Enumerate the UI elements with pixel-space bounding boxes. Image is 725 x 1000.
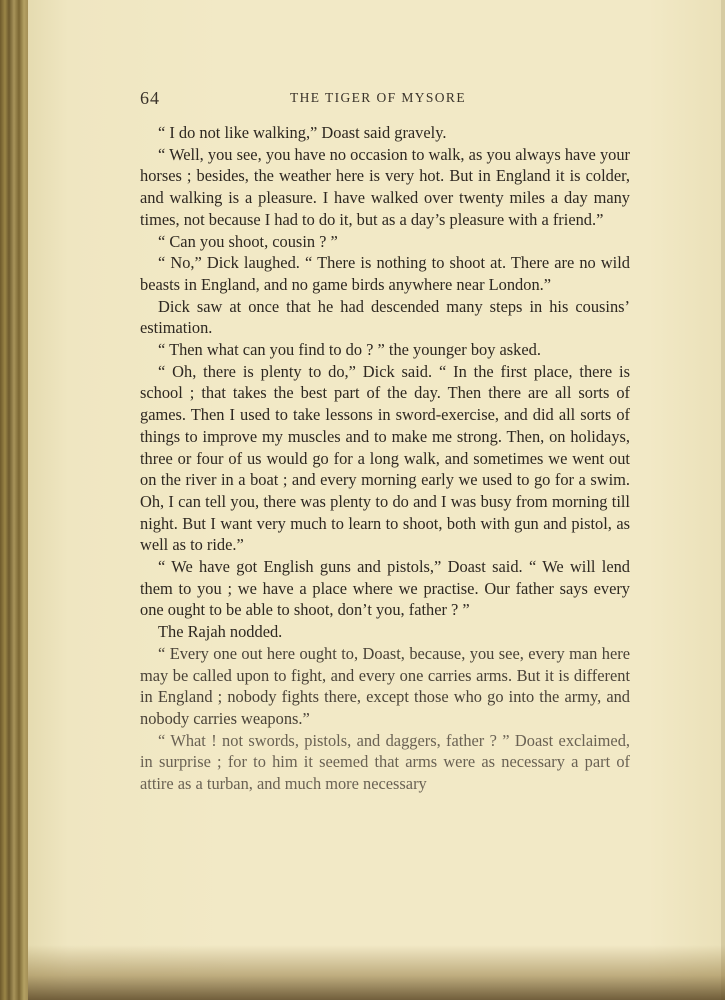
page-bottom-shadow bbox=[28, 945, 725, 1000]
paragraph: “ What ! not swords, pistols, and daggers, father ? ” Doast exclaimed, in surprise ; for to him it seemed that arms were as necessary a part of attire as a turban, and much more necessary bbox=[140, 730, 630, 794]
page-header bbox=[140, 88, 630, 110]
paragraph: “ I do not like walking,” Doast said gravely. bbox=[158, 123, 447, 142]
paragraph: “ Every one out here ought to, Doast, because, you see, every man here may be called upon to fight, and every one carries arms. But it is different in England ; nobody fights there, except those who go into the army, and nobody carries weapons.” bbox=[140, 643, 630, 728]
running-head: THE TIGER OF MYSORE bbox=[290, 90, 466, 105]
paragraph: “ Can you shoot, cousin ? ” bbox=[158, 231, 338, 251]
page-number: 64 bbox=[140, 88, 160, 108]
paragraph: “ Then what can you find to do ? ” the younger boy asked. bbox=[158, 340, 541, 360]
paragraph: “ No,” Dick laughed. “ There is nothing to shoot at. There are no wild beasts in England, and no game birds anywhere near London.” bbox=[140, 253, 630, 294]
paragraph: “ We have got English guns and pistols,” Doast said. “ We will lend them to you ; we have a place where we practise. Our father says every one ought to be able to shoot, don’t you, father ? ” bbox=[140, 557, 630, 620]
body-text bbox=[140, 122, 630, 795]
paragraph: “ Well, you see, you have no occasion to walk, as you always have your horses ; besides, the weather here is very hot. But in England it is colder, and walking is a pleasure. I have walked over twenty miles a day many times, not because I had to do it, but as a day’s pleasure with a friend.” bbox=[140, 144, 630, 229]
book-spine-edge bbox=[0, 0, 28, 1000]
paragraph: Dick saw at once that he had descended many steps in his cousins’ estimation. bbox=[140, 296, 630, 338]
page-right-edge bbox=[721, 0, 725, 1000]
paragraph: “ Oh, there is plenty to do,” Dick said. “ In the first place, there is school ; that takes the best part of the day. Then there are all sorts of games. Then I used to take lessons in sword-exercise, and did all sorts of things to improve my muscles and to make me strong. Then, on holidays, three or four of us would go for a long walk, and sometimes we went out on the river in a boat ; and every morning early we used to go for a swim. Oh, I can tell you, there was plenty to do and I was busy from morning till night. But I want very much to learn to shoot, both with gun and pistol, as well as to ride.” bbox=[140, 361, 630, 555]
paragraph: The Rajah nodded. bbox=[158, 622, 283, 642]
